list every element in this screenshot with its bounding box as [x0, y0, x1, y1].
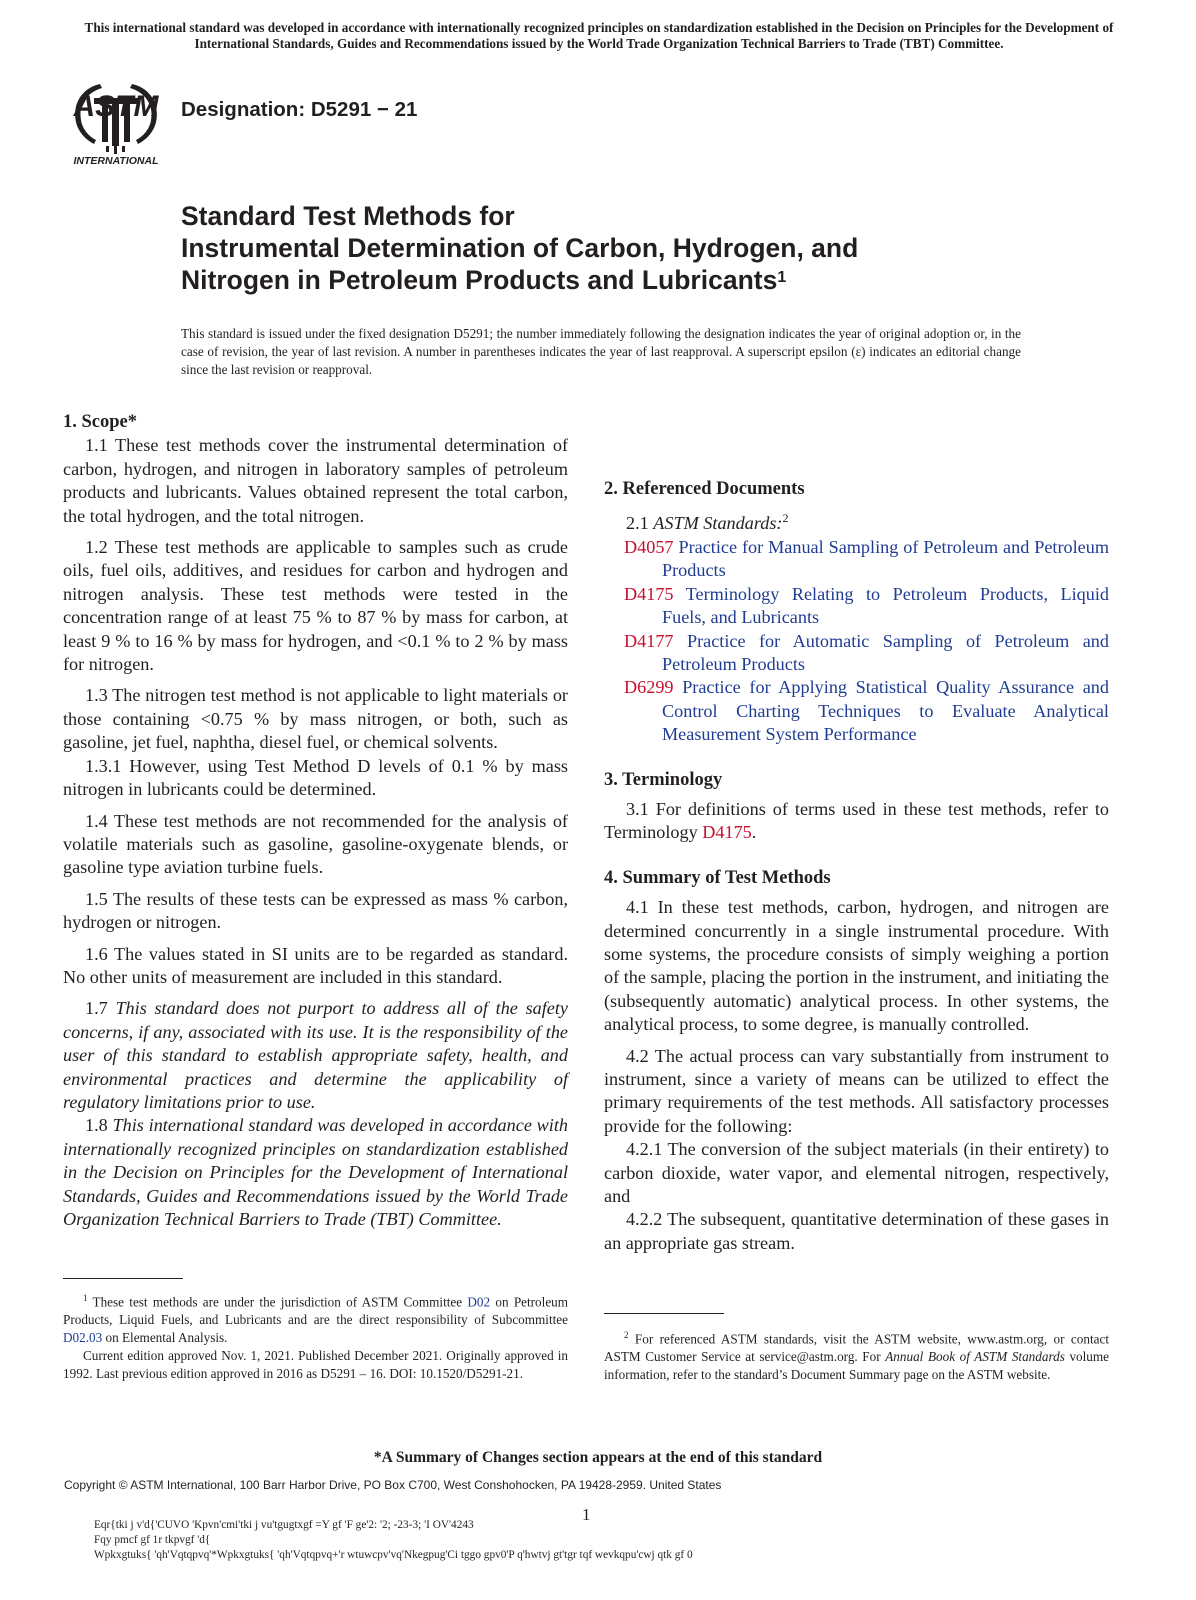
logo-text: ASTM: [73, 90, 159, 123]
title-footnote-mark: 1: [777, 269, 787, 286]
paragraph-1-4: 1.4 These test methods are not recommended for the analysis of volatile materials such as gasoline, gasoline-oxygenate blends, or gasoline type aviation turbine fuels.: [63, 810, 568, 878]
paragraph-4-2-1: 4.2.1 The conversion of the subject materials (in their entirety) to carbon dioxide, water vapor, and elemental nitrogen, respectively, and: [604, 1139, 1109, 1207]
reference-title: Practice for Applying Statistical Quality Assurance and Control Charting Techniques to Evaluate Analytical Measurement System Performance: [662, 677, 1109, 745]
title-line-3-text: Nitrogen in Petroleum Products and Lubricants: [181, 265, 778, 295]
referenced-heading: 2. Referenced Documents: [604, 479, 805, 499]
reference-item: [624, 676, 1109, 746]
footnote-divider: [63, 1278, 183, 1279]
paragraph-4-2-2: 4.2.2 The subsequent, quantitative determination of these gases in an appropriate gas stream.: [604, 1209, 1109, 1253]
paragraph-3-1-text: 3.1 For definitions of terms used in these test methods, refer to Terminology: [604, 798, 1109, 843]
paragraph-1-8: [63, 1114, 568, 1231]
reference-code-link[interactable]: D4175: [624, 583, 674, 604]
paragraph-1-2: 1.2 These test methods are applicable to samples such as crude oils, fuel oils, additives, and residues for carbon and hydrogen and nitrogen analysis. These test methods were tested in the concentration range of at least 75 % to 87 % by mass for carbon, at least 9 % to 16 % by mass for hydrogen, and <0.1 % to 2 % by mass for nitrogen.: [63, 537, 568, 675]
footnote-2: [604, 1326, 1109, 1384]
footnote-1-b: on Petroleum Products, Liquid Fuels, and Lubricants and are the direct responsibility of Subcommittee: [63, 1294, 569, 1328]
paragraph-1-7: [63, 997, 568, 1114]
reference-item: [624, 630, 1109, 677]
paragraph-1-8-text: This international standard was developed in accordance with internationally recognized principles on standardization established in the Decision on Principles for the Development of International Standards, Guides and Recommendations issued by the World Trade Organization Technical Barriers to Trade (TBT) Committee.: [63, 1115, 569, 1229]
paragraph-1-1: 1.1 These test methods cover the instrumental determination of carbon, hydrogen, and nitrogen in laboratory samples of petroleum products and lubricants. Values obtained represent the total carbon, the total hydrogen, and the total nitrogen.: [63, 435, 568, 526]
footnote-1-a: These test methods are under the jurisdiction of ASTM Committee: [92, 1294, 463, 1310]
title-line-2: Instrumental Determination of Carbon, Hydrogen, and: [181, 233, 859, 263]
copyright: Copyright © ASTM International, 100 Barr Harbor Drive, PO Box C700, West Conshohocken, PA 19428-2959. United States: [64, 1478, 722, 1492]
title-line-1: Standard Test Methods for: [181, 201, 515, 231]
paragraph-1-7-text: This standard does not purport to address all of the safety concerns, if any, associated with its use. It is the responsibility of the user of this standard to establish appropriate safety, health, and environmental practices and determine the applicability of regulatory limitations prior to use.: [63, 998, 568, 1112]
paragraph-3-1: [604, 798, 1109, 845]
reference-title: Terminology Relating to Petroleum Products, Liquid Fuels, and Lubricants: [662, 583, 1109, 628]
paragraph-1-8-number: 1.8: [85, 1115, 108, 1136]
reference-code-link[interactable]: D4057: [624, 536, 674, 557]
license-line-1: Eqr{tki j v'd{'CUVO 'Kpvn'cmi'tki j vu'tgugtxgf =Y gf 'F ge'2: '2; -23-3; 'I OV'4243: [94, 1519, 474, 1531]
footnote-1-text: [63, 1289, 568, 1347]
page-title: [181, 200, 858, 296]
reference-item: [624, 536, 1109, 583]
title-line-3: [181, 264, 858, 296]
paragraph-3-1-end: .: [751, 822, 757, 843]
reference-code-link[interactable]: D4177: [624, 630, 674, 651]
terminology-link[interactable]: D4175: [702, 822, 752, 843]
footnote-2-mark: 2: [624, 1330, 629, 1340]
sub-footnote-mark: 2: [782, 511, 789, 526]
footnote-divider: [604, 1313, 724, 1314]
sub-number: 2.1: [626, 513, 649, 534]
astm-logo-icon: [64, 74, 168, 166]
license-line-3: Wpkxgtuks{ 'qh'Vqtqpvq'*Wpkxgtuks{ 'qh'Vqtqpvq+'r wtuwcpv'vq'Nkegpug'Ci tggo gpv0'P q'hwtvj gt'tgr tqf wevkqpu'cwj qtk gf 0: [94, 1549, 693, 1561]
footnote-1: [63, 1289, 568, 1383]
committee-link[interactable]: D02: [467, 1294, 491, 1310]
paragraph-1-5: 1.5 The results of these tests can be expressed as mass % carbon, hydrogen or nitrogen.: [63, 888, 568, 933]
right-column: [604, 478, 1109, 1255]
subcommittee-link[interactable]: D02.03: [63, 1330, 103, 1346]
sub-title: ASTM Standards:: [653, 513, 783, 534]
designation: Designation: D5291 − 21: [181, 98, 418, 121]
paragraph-4-2: 4.2 The actual process can vary substantially from instrument to instrument, since a variety of means can be utilized to effect the primary requirements of the test methods. All satisfactory processes provide for the following:: [604, 1045, 1109, 1136]
reference-code-link[interactable]: D6299: [624, 677, 674, 698]
terminology-heading: 3. Terminology: [604, 769, 723, 790]
footnote-2-b: volume information, refer to the standard’s Document Summary page on the ASTM website.: [604, 1349, 1110, 1383]
trade-notice: This international standard was developed in accordance with internationally recognized principles on standardization established in the Decision on Principles for the Development of International Standards, Guides and Recommendations issued by the World Trade Organization Technical Barriers to Trade (TBT) Committee.: [84, 20, 1114, 51]
footnote-2-a: For referenced ASTM standards, visit the ASTM website, www.astm.org, or contact ASTM Customer Service at service@astm.org. For: [604, 1331, 1109, 1365]
page-number: 1: [582, 1505, 591, 1524]
issued-note: This standard is issued under the fixed designation D5291; the number immediately following the designation indicates the year of original adoption or, in the case of revision, the year of last revision. A number in parentheses indicates the year of last reapproval. A superscript epsilon (ε) indicates an editorial change since the last revision or reapproval.: [181, 326, 1021, 377]
logo-subtext: INTERNATIONAL: [73, 155, 159, 166]
edition-note: Current edition approved Nov. 1, 2021. Published December 2021. Originally approved in 1992. Last previous edition approved in 2016 as D5291 – 16. DOI: 10.1520/D5291-21.: [63, 1348, 568, 1382]
reference-list: [604, 536, 1109, 747]
paragraph-1-3-1: 1.3.1 However, using Test Method D levels of 0.1 % by mass nitrogen in lubricants could be determined.: [63, 755, 568, 800]
reference-item: [624, 583, 1109, 630]
astm-standards-subheading: [604, 507, 1109, 535]
footnote-2-italic: Annual Book of ASTM Standards: [885, 1349, 1065, 1365]
reference-title: Practice for Manual Sampling of Petroleum and Petroleum Products: [662, 536, 1109, 581]
left-column: [63, 411, 568, 1231]
footnote-1-c: on Elemental Analysis.: [105, 1330, 228, 1346]
license-line-2: Fqy pmcf gf 1r tkpvgf 'd{: [94, 1534, 211, 1546]
summary-of-changes-note: *A Summary of Changes section appears at the end of this standard: [373, 1449, 823, 1466]
summary-heading: 4. Summary of Test Methods: [604, 867, 831, 888]
scope-heading: 1. Scope*: [63, 412, 137, 432]
paragraph-1-3: 1.3 The nitrogen test method is not applicable to light materials or those containing <0.75 % by mass nitrogen, or both, such as gasoline, jet fuel, naphtha, diesel fuel, or chemical solvents.: [63, 685, 568, 753]
paragraph-1-6: 1.6 The values stated in SI units are to be regarded as standard. No other units of measurement are included in this standard.: [63, 943, 568, 987]
reference-title: Practice for Automatic Sampling of Petroleum and Petroleum Products: [662, 630, 1109, 674]
paragraph-1-7-number: 1.7: [85, 998, 108, 1019]
paragraph-4-1: 4.1 In these test methods, carbon, hydrogen, and nitrogen are determined concurrently in a single instrumental procedure. With some systems, the procedure consists of simply weighing a portion of the sample, placing the portion in the instrument, and initiating the (subsequently automatic) analytical process. In other systems, the analytical process, to some degree, is manually controlled.: [604, 897, 1109, 1035]
footnote-1-mark: 1: [83, 1293, 88, 1303]
